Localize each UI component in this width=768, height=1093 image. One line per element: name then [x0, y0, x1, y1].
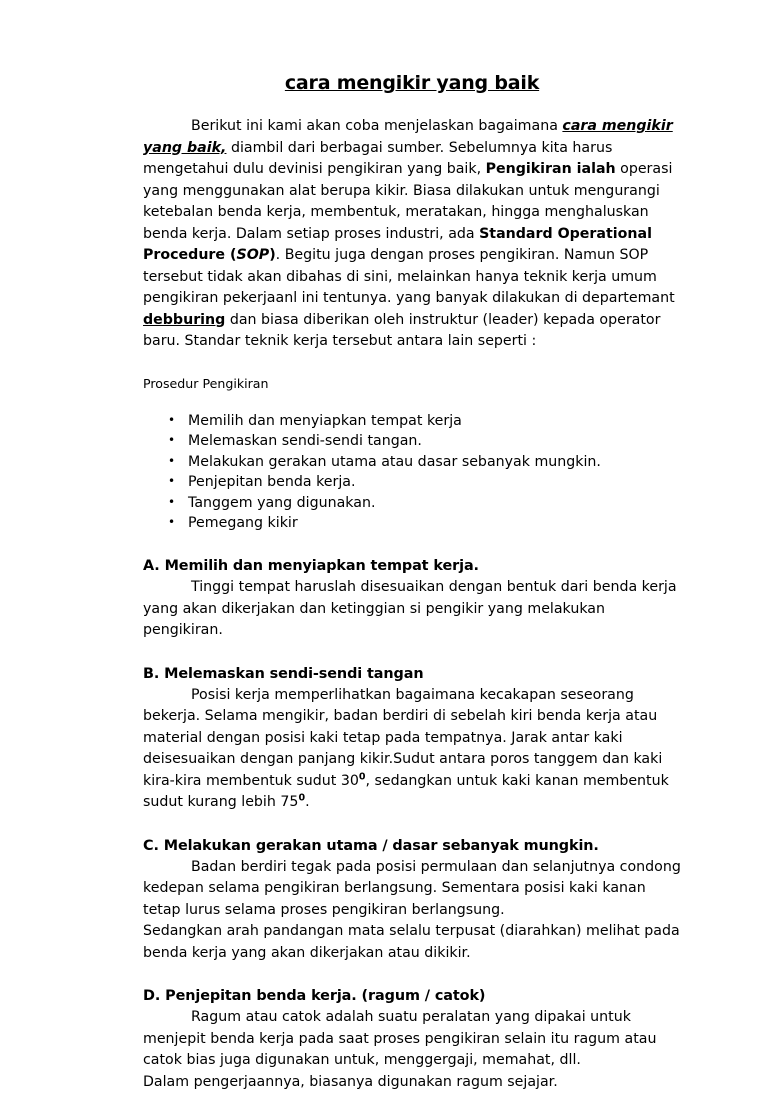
- section-heading-d: D. Penjepitan benda kerja. (ragum / catok): [143, 988, 486, 1005]
- intro-text-part3: operasi yang menggunakan alat berupa kikir. Biasa dilakukan untuk mengurangi ketebalan benda kerja, membentuk, meratakan, hingga menghaluskan benda kerja. Dalam setiap proses industri, ada: [143, 161, 673, 242]
- section-body-a: Tinggi tempat haruslah disesuaikan dengan bentuk dari benda kerja yang akan dikerjakan dan ketinggian si pengikir yang melakukan pengikiran.: [143, 579, 677, 639]
- section-heading-b: B. Melemaskan sendi-sendi tangan: [143, 665, 424, 682]
- intro-text-part4: . Begitu juga dengan proses pengikiran. Namun SOP tersebut tidak akan dibahas di sini, melainkan hanya teknik kerja umum pengikiran pekerjaanl ini tentunya. yang banyak dilakukan di departemant: [143, 247, 675, 306]
- list-item: • Pemegang kikir: [143, 513, 681, 534]
- intro-sop-paren-close: ): [269, 247, 276, 263]
- section-heading-c: C. Melakukan gerakan utama / dasar sebanyak mungkin.: [143, 837, 599, 854]
- section-b-text-a: Posisi kerja memperlihatkan bagaimana kecakapan seseorang bekerja. Selama mengikir, badan berdiri di sebelah kiri benda kerja atau material dengan posisi kaki tetap pada tempatnya. Jarak antar kaki deisesuaikan dengan panjang kikir.Sudut antara poros tanggem dan kaki kira-kira membentuk sudut 30: [143, 686, 663, 789]
- intro-paragraph: [143, 94, 681, 353]
- section-body-b: [143, 685, 681, 814]
- intro-emphasis-sop-abbr: SOP: [236, 247, 270, 263]
- intro-text-part1: Berikut ini kami akan coba menjelaskan bagaimana: [191, 118, 563, 134]
- intro-emphasis-sop: Standard Operational Procedure: [143, 225, 652, 263]
- intro-text-part2: diambil dari berbagai sumber. Sebelumnya kita harus mengetahui dulu devinisi pengikiran yang baik,: [143, 139, 613, 177]
- intro-emphasis-pengikiran: Pengikiran ialah: [485, 161, 616, 177]
- section-body-c-second: Sedangkan arah pandangan mata selalu terpusat (diarahkan) melihat pada benda kerja yang akan dikerjakan atau dikikir.: [143, 923, 680, 961]
- intro-sop-paren-open: (: [225, 247, 237, 263]
- list-item: • Melakukan gerakan utama atau dasar sebanyak mungkin.: [143, 452, 681, 473]
- procedure-label: Prosedur Pengikiran: [143, 375, 269, 391]
- intro-emphasis-title: cara mengikir yang baik,: [143, 118, 673, 156]
- section-heading-a: A. Memilih dan menyiapkan tempat kerja.: [143, 558, 479, 575]
- section-body-d-second: Dalam pengerjaannya, biasanya digunakan ragum sejajar.: [143, 1073, 558, 1090]
- section-b-text-c: .: [305, 794, 310, 811]
- degree-superscript-30: 0: [358, 770, 366, 782]
- section-body-d-first: Ragum atau catok adalah suatu peralatan yang dipakai untuk menjepit benda kerja pada saat proses pengikiran selain itu ragum atau catok bias juga digunakan untuk, menggergaji, memahat, dll.: [143, 1009, 657, 1069]
- list-item: • Tanggem yang digunakan.: [143, 493, 681, 514]
- section-body-c-first: Badan berdiri tegak pada posisi permulaan dan selanjutnya condong kedepan selama pengikiran berlangsung. Sementara posisi kaki kanan tetap lurus selama proses pengikiran berlangsung.: [143, 858, 681, 918]
- intro-text-part5: dan biasa diberikan oleh instruktur (leader) kepada operator baru. Standar teknik kerja tersebut antara lain seperti :: [143, 311, 661, 349]
- list-item: • Memilih dan menyiapkan tempat kerja: [143, 411, 681, 432]
- section-b-text-b: , sedangkan untuk kaki kanan membentuk sudut kurang lebih 75: [143, 772, 669, 811]
- document-page: [143, 0, 681, 1093]
- degree-superscript-75: 0: [298, 792, 306, 804]
- list-item: • Penjepitan benda kerja.: [143, 472, 681, 493]
- procedure-bullet-list: [143, 394, 681, 535]
- intro-emphasis-debburing: debburing: [143, 311, 226, 328]
- page-title: cara mengikir yang baik: [284, 72, 540, 94]
- list-item: • Melemaskan sendi-sendi tangan.: [143, 431, 681, 452]
